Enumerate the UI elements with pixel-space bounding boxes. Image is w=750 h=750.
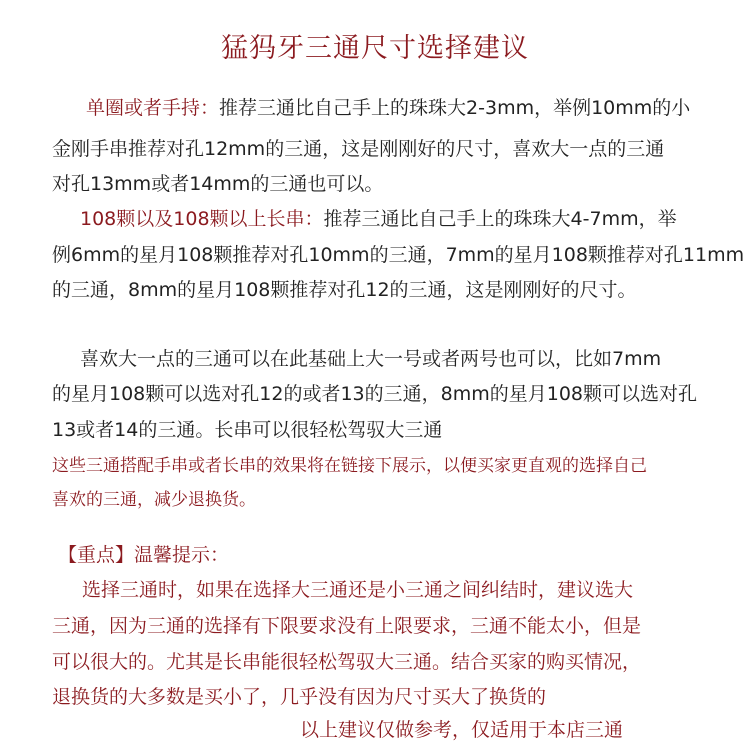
section1-colon: ： bbox=[200, 97, 220, 119]
section1-line2: 金刚手串推荐对孔12mm的三通，这是刚刚好的尺寸，喜欢大一点的三通 bbox=[52, 138, 665, 160]
section2-line3: 的三通，8mm的星月108颗推荐对孔12的三通，这是刚刚好的尺寸。 bbox=[52, 279, 637, 301]
section3-line2: 的星月108颗可以选对孔12的或者13的三通，8mm的星月108颗可以选对孔 bbox=[52, 383, 697, 405]
notice-line2: 三通，因为三通的选择有下限要求没有上限要求，三通不能太小，但是 bbox=[52, 615, 642, 637]
section3-line3: 13或者14的三通。长串可以很轻松驾驭大三通 bbox=[52, 419, 443, 441]
notice-label: 【重点】温馨提示： bbox=[58, 544, 230, 566]
section2-line1 bbox=[80, 207, 677, 231]
section3-line1: 喜欢大一点的三通可以在此基础上大一号或者两号也可以，比如7mm bbox=[80, 348, 662, 370]
section1-line1 bbox=[86, 96, 690, 120]
section4-line2: 喜欢的三通，减少退换货。 bbox=[52, 490, 256, 510]
page-title: 猛犸牙三通尺寸选择建议 bbox=[221, 33, 529, 64]
section2-colon: ： bbox=[304, 208, 324, 230]
notice-line1: 选择三通时，如果在选择大三通还是小三通之间纠结时，建议选大 bbox=[82, 579, 634, 601]
notice-line3: 可以很大的。尤其是长串能很轻松驾驭大三通。结合买家的购买情况， bbox=[52, 651, 642, 673]
notice-line4: 退换货的大多数是买小了，几乎没有因为尺寸买大了换货的 bbox=[52, 686, 547, 708]
section1-line3: 对孔13mm或者14mm的三通也可以。 bbox=[52, 173, 384, 195]
section2-line2: 例6mm的星月108颗推荐对孔10mm的三通，7mm的星月108颗推荐对孔11mm bbox=[52, 244, 745, 266]
notice-footer: 以上建议仅做参考，仅适用于本店三通 bbox=[300, 719, 624, 741]
section2-label: 108颗以及108颗以上长串 bbox=[80, 208, 305, 230]
section2-line1-text: 推荐三通比自己手上的珠珠大4-7mm，举 bbox=[323, 208, 677, 230]
section1-line1-text: 推荐三通比自己手上的珠珠大2-3mm，举例10mm的小 bbox=[219, 97, 691, 119]
section4-line1: 这些三通搭配手串或者长串的效果将在链接下展示，以便买家更直观的选择自己 bbox=[52, 456, 647, 476]
section1-label: 单圈或者手持 bbox=[86, 97, 201, 119]
